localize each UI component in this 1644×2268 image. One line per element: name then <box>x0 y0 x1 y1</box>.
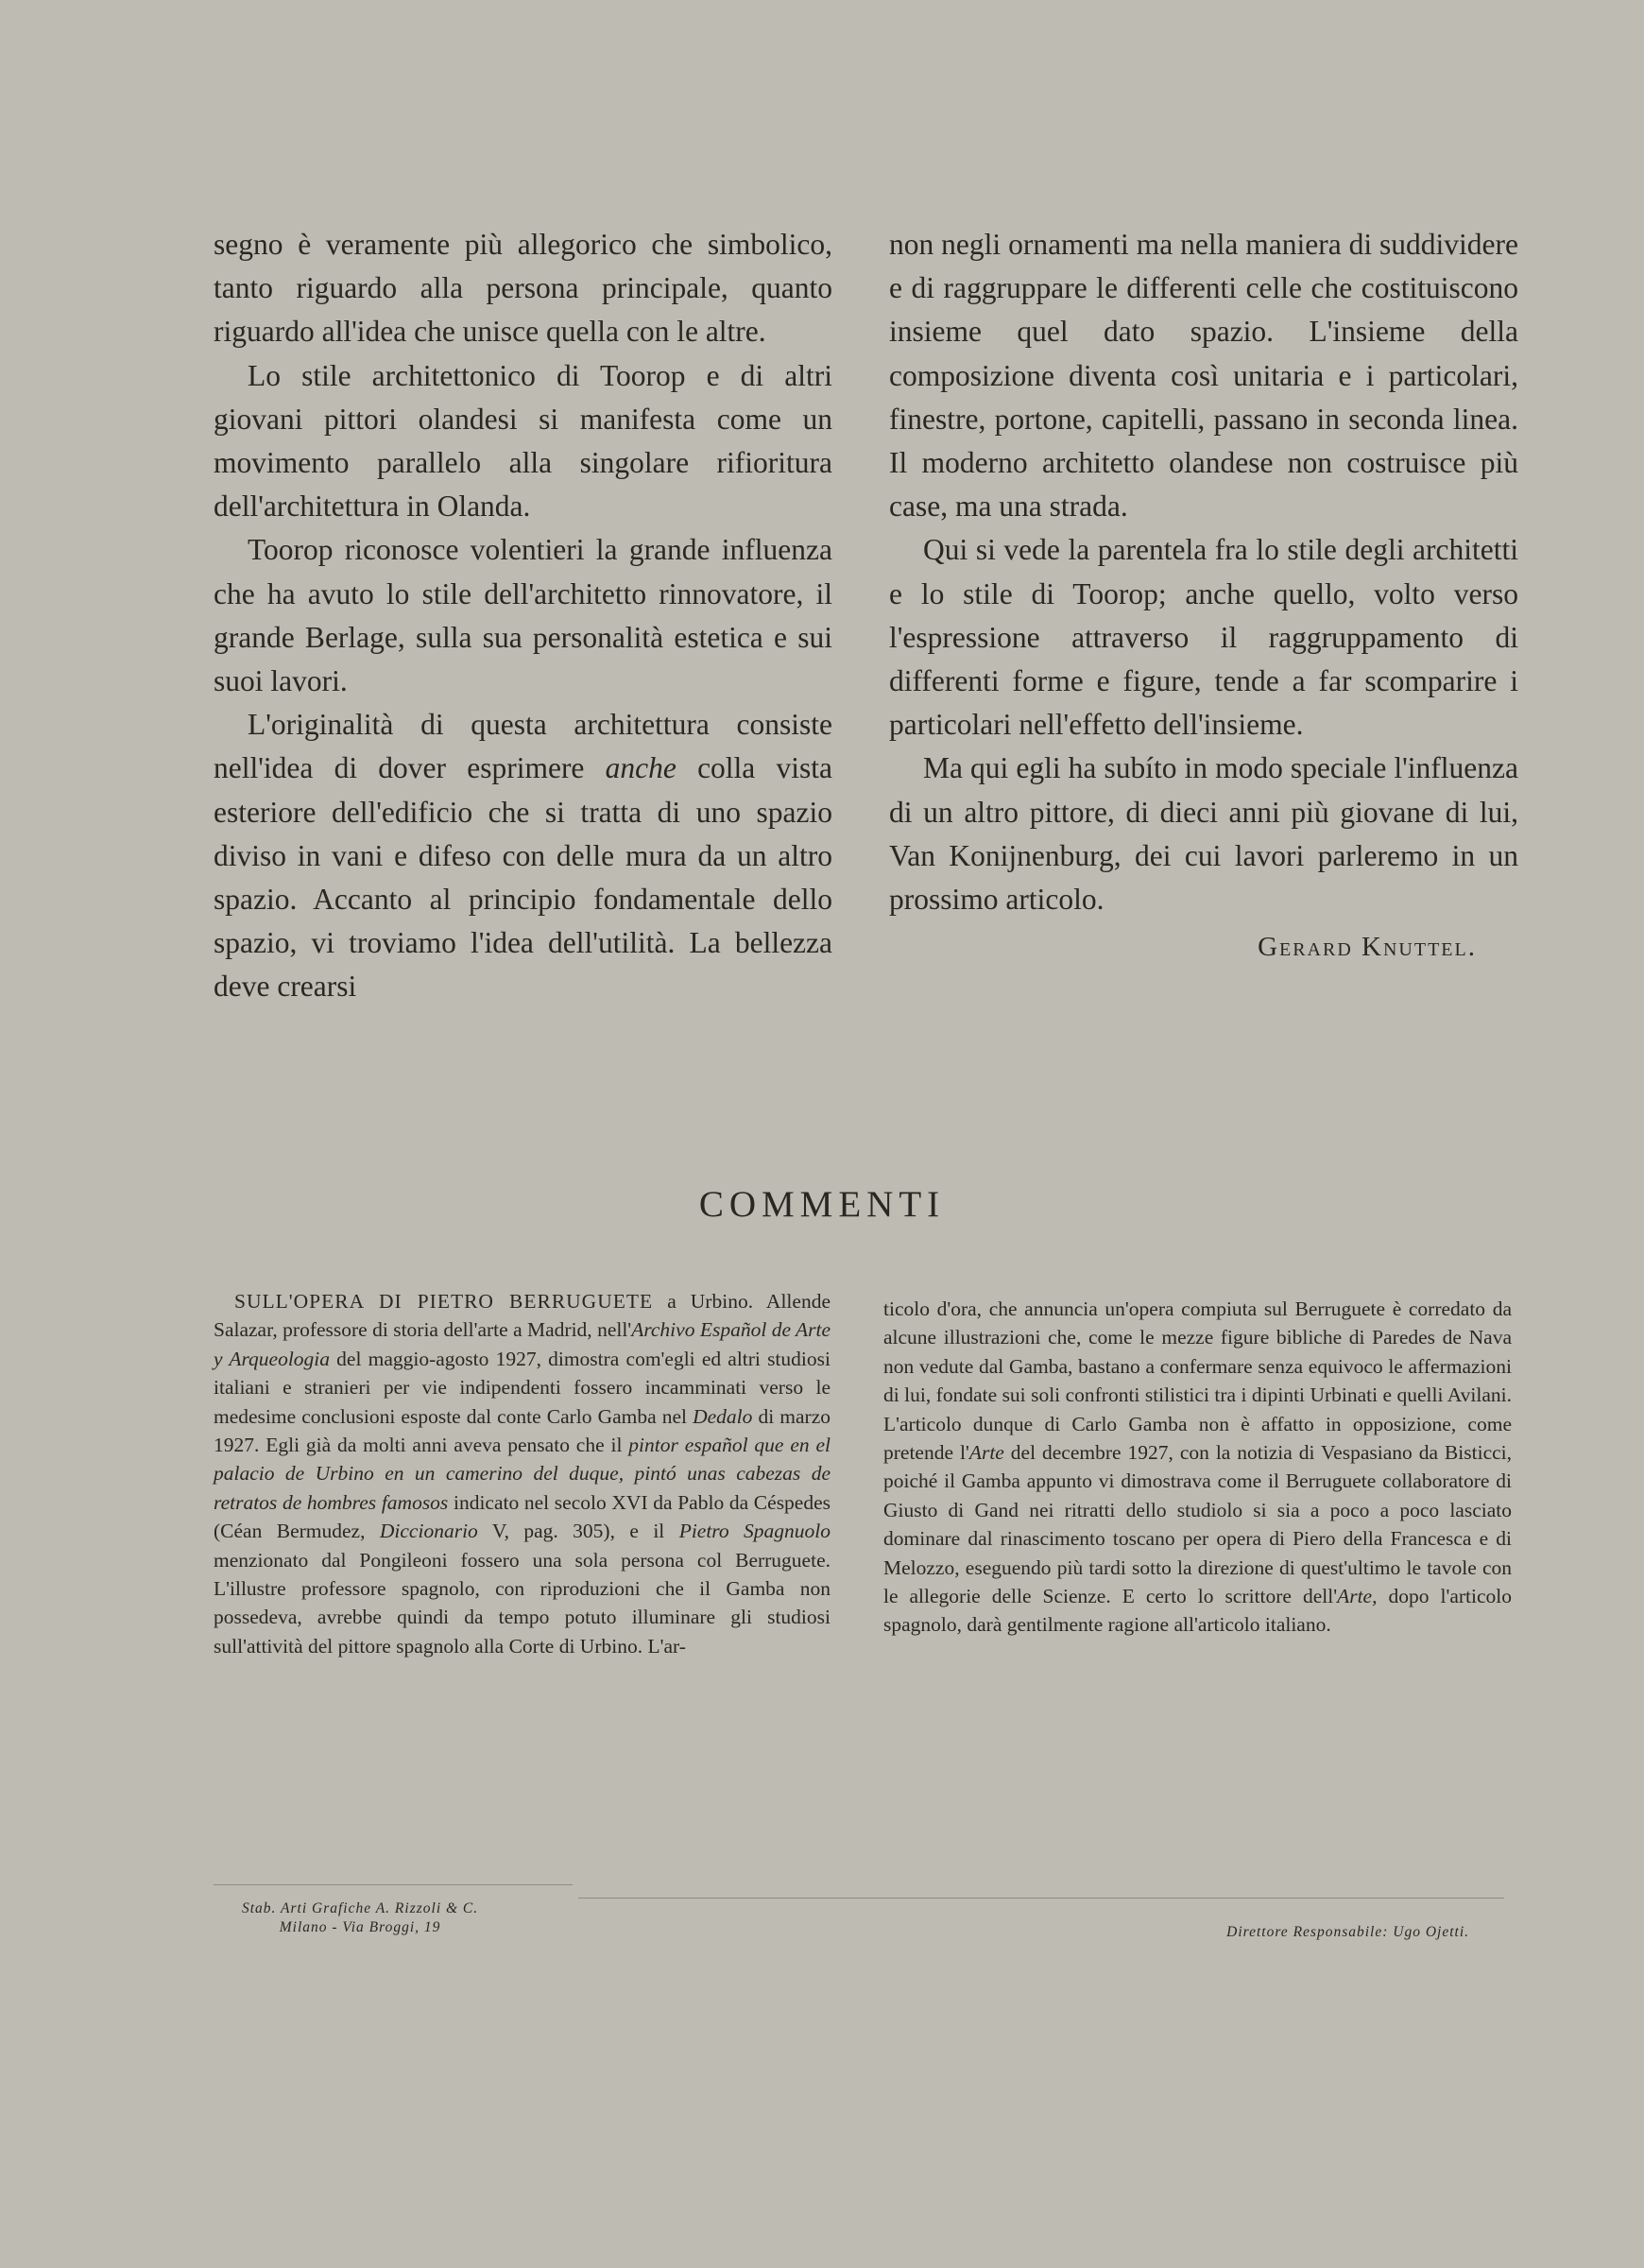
text-span: del decembre 1927, con la notizia di Vespasiano da Bisticci, poiché il Gamba appunto vi dimostrava come il Berruguete collaboratore di Giusto di Gand nei ritratti dello studiolo si sia a poco a poco lasciato dominare dal rinascimento toscano per opera di Piero della Francesca e di Melozzo, eseguendo più tardi sotto la direzione di quest'ultimo le tavole con le allegorie delle Scienze. E certo lo scrittore dell' <box>883 1441 1512 1608</box>
article-paragraph: Lo stile architettonico di Toorop e di altri giovani pittori olandesi si manifesta come un movimento parallelo alla singolare rifioritura dell'architettura in Olanda. <box>214 358 832 524</box>
section-title: COMMENTI <box>698 1184 946 1225</box>
imprint-line: Stab. Arti Grafiche A. Rizzoli & C. <box>242 1900 479 1916</box>
text-span: menzionato dal Pongileoni fossero una sola persona col Berruguete. L'illustre professore spagnolo, con riproduzioni che il Gamba non possedeva, avrebbe quindi da tempo potuto illuminare gli studiosi sull'attività del pittore spagnolo alla Corte di Urbino. L'ar- <box>214 1548 831 1658</box>
director-credit: Direttore Responsabile: Ugo Ojetti. <box>1226 1924 1469 1940</box>
italic-text: pintor español que en el palacio de Urbino en un camerino del duque, pintó unas cabezas de retratos de hombres famosos <box>214 1434 831 1514</box>
text-span: colla vista esteriore dell'edificio che si tratta di uno spazio diviso in vani e difeso con delle mura da un altro spazio. Accanto al principio fondamentale dello spazio, vi troviamo l'idea dell'utilità. La bellezza deve crearsi <box>214 751 832 1004</box>
comments-left-column <box>214 1287 831 1660</box>
italic-text: Dedalo <box>693 1404 753 1428</box>
emphasis-text: anche <box>605 751 676 785</box>
printer-imprint <box>242 1899 478 1937</box>
text-span: dopo l'articolo spagnolo, darà gentilmente ragione all'articolo italiano. <box>883 1585 1512 1637</box>
text-span: indicato nel secolo XVI da Pablo da Céspedes (Céan Bermudez, <box>214 1490 831 1543</box>
article-right-column <box>889 223 1518 969</box>
comment-paragraph <box>214 1287 831 1660</box>
footer-divider <box>578 1898 1504 1899</box>
article-paragraph: non negli ornamenti ma nella maniera di suddividere e di raggruppare le differenti celle che costituiscono insieme quel dato spazio. L'insieme della composizione diventa così unitaria e i particolari, finestre, portone, capitelli, passano in seconda linea. Il moderno architetto olandese non costruisce più case, ma una strada. <box>889 228 1518 524</box>
italic-text: Arte, <box>1337 1585 1378 1608</box>
text-span: V, pag. 305), e il <box>477 1520 679 1543</box>
text-span: del maggio-agosto 1927, dimostra com'egli ed altri studiosi italiani e stranieri per vie indipendenti fossero incamminati verso le medesime conclusioni esposte dal conte Carlo Gamba nel <box>214 1347 831 1428</box>
author-signature: Gerard Knuttel. <box>1258 932 1477 963</box>
imprint-line: Milano - Via Broggi, 19 <box>279 1919 441 1935</box>
article-left-column <box>214 223 832 1009</box>
lead-heading: SULL'OPERA DI PIETRO BERRUGUETE <box>234 1290 654 1313</box>
comments-right-column <box>883 1295 1512 1640</box>
article-paragraph: Toorop riconosce volentieri la grande influenza che ha avuto lo stile dell'architetto rinnovatore, il grande Berlage, sulla sua personalità estetica e sui suoi lavori. <box>214 533 832 698</box>
comment-paragraph <box>883 1295 1512 1640</box>
footer-divider <box>214 1884 573 1885</box>
text-span: L'originalità di questa architettura consiste nell'idea di dover esprimere <box>214 708 832 785</box>
article-paragraph: Ma qui egli ha subíto in modo speciale l'influenza di un altro pittore, di dieci anni più giovane di lui, Van Konijnenburg, dei cui lavori parleremo in un prossimo articolo. <box>889 751 1518 917</box>
article-paragraph: Qui si vede la parentela fra lo stile degli architetti e lo stile di Toorop; anche quello, volto verso l'espressione attraverso il raggruppamento di differenti forme e figure, tende a far scomparire i particolari nell'effetto dell'insieme. <box>889 533 1518 742</box>
italic-text: Archivo Español de Arte y Arqueologia <box>214 1318 831 1370</box>
italic-text: Diccionario <box>379 1520 478 1543</box>
article-paragraph <box>214 703 832 1008</box>
italic-text: Pietro Spagnuolo <box>678 1520 831 1543</box>
article-paragraph: segno è veramente più allegorico che simbolico, tanto riguardo alla persona principale, quanto riguardo all'idea che unisce quella con le altre. <box>214 228 832 349</box>
text-span: l' <box>959 1441 969 1465</box>
text-span: di marzo 1927. Egli già da molti anni aveva pensato che il <box>214 1404 831 1457</box>
text-span: ticolo d'ora, che annuncia un'opera compiuta sul Berruguete è corredato da alcune illustrazioni che, come le mezze figure bibliche di Paredes de Nava non vedute dal Gamba, bastano a confermare senza equivoco le affermazioni di lui, fondate sui soli confronti stilistici tra i dipinti Urbinati e quelli Avilani. L'articolo dunque di Carlo Gamba non è affatto in opposizione, come pretende <box>883 1297 1512 1465</box>
italic-text: Arte <box>968 1441 1004 1465</box>
text-span: a Urbino. Allende Salazar, professore di storia dell'arte a Madrid, nell' <box>214 1290 831 1342</box>
